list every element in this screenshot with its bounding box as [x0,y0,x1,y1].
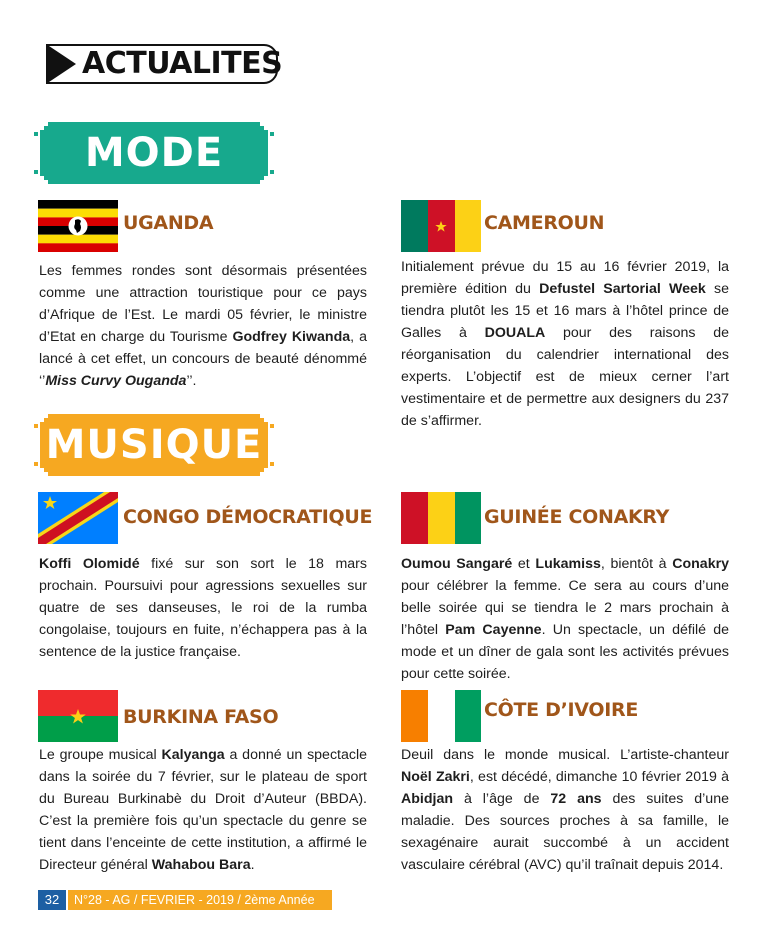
uganda-heading: UGANDA [123,212,214,234]
musique-banner [40,414,268,476]
section-header [46,44,283,84]
musique-banner-label: MUSIQUE [45,422,263,468]
guinea-heading: GUINÉE CONAKRY [484,506,670,528]
burkina-article: Le groupe musical Kalyanga a donné un spectacle dans la soirée du 7 février, sur le plateau de sport du Bureau Burkinabè du Droit d’Auteur (BBDA). C’est la première fois qu’un spectacle du genre se tient dans l’enceinte de cette institution, a affirmé le Directeur général Wahabou Bara. [39,747,368,873]
guinea-article: Oumou Sangaré et Lukamiss, bientôt à Conakry pour célébrer la femme. Ce sera au cours d’une belle soirée qui se tiendra le 2 mars prochain à l’hôtel Pam Cayenne. Un spectacle, un défilé de mode et un dîner de gala sont les activités prévues pour cette soirée. [401,556,729,682]
congo-article: Koffi Olomidé fixé sur son sort le 18 mars prochain. Poursuivi pour agressions sexuelles sur quatre de ses danseuses, le roi de la rumba congolaise, toujours en fuite, n’échappera pas à la sentence de la justice française. [39,556,367,660]
uganda-flag-icon [38,200,118,252]
guinea-flag-icon [401,492,481,544]
congo-heading: CONGO DÉMOCRATIQUE [123,506,373,528]
uganda-article: Les femmes rondes sont désormais présentées comme une attraction touristique pour ce pays d’Afrique de l’Est. Le mardi 05 février, le ministre d’Etat en charge du Tourisme Godfrey Kiwanda, a lancé à cet effet, un concours de beauté dénommé ‘’Miss Curvy Ouganda’’. [39,263,367,389]
mode-banner [40,122,268,184]
page-title: ACTUALITES [82,46,283,81]
cameroon-article: Initialement prévue du 15 au 16 février 2019, la première édition du Defustel Sartorial Week se tiendra plutôt les 15 et 16 mars à l’hôtel prince de Galles à DOUALA pour des raisons de réorganisation du calendrier international des experts. L’objectif est de mieux cerner l’art vestimentaire et de permettre aux designers du 237 de s’affirmer. [401,259,729,429]
play-triangle-icon [46,44,76,84]
cameroon-heading: CAMEROUN [484,212,605,234]
page-number: 32 [38,890,66,910]
issue-footer: N°28 - AG / FEVRIER - 2019 / 2ème Année [68,890,332,910]
burkina-heading: BURKINA FASO [123,706,279,728]
ivory-coast-article: Deuil dans le monde musical. L’artiste-chanteur Noël Zakri, est décédé, dimanche 10 février 2019 à Abidjan à l’âge de 72 ans des suites d’une maladie. Des sources proches à sa famille, le sexagénaire aurait succombé à un accident vasculaire cérébral (AVC) qu’il traînait depuis 2014. [401,747,729,873]
ivory-coast-heading: CÔTE D’IVOIRE [484,699,639,721]
cameroon-flag-icon [401,200,481,252]
congo-flag-icon [38,492,118,544]
burkina-flag-icon [38,690,118,742]
ivory-coast-flag-icon [401,690,481,742]
mode-banner-label: MODE [84,130,224,176]
